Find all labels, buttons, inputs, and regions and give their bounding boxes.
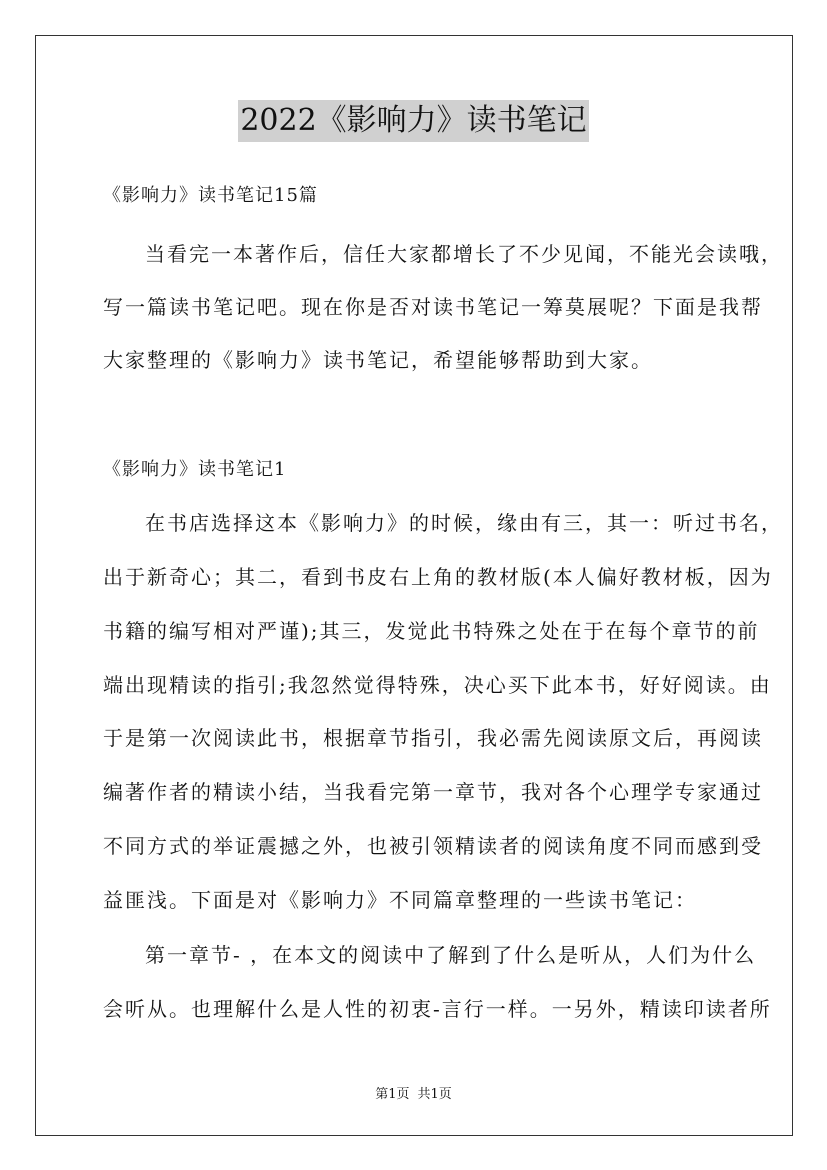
intro-line-3: 大家整理的《影响力》读书笔记，希望能够帮助到大家。	[103, 348, 653, 372]
intro-line-2: 写一篇读书笔记吧。现在你是否对读书笔记一筹莫展呢？下面是我帮	[103, 295, 763, 319]
page-total: 共1页	[417, 1087, 452, 1102]
page-footer	[0, 1083, 827, 1102]
page-number: 第1页	[375, 1087, 410, 1102]
paragraph-line: 益匪浅。下面是对《影响力》不同篇章整理的一些读书笔记：	[103, 888, 697, 912]
paragraph-line: 书籍的编写相对严谨);其三，发觉此书特殊之处在于在每个章节的前	[103, 619, 760, 643]
paragraph-line: 不同方式的举证震撼之外，也被引领精读者的阅读角度不同而感到受	[103, 834, 763, 858]
document-title: 2022《影响力》读书笔记	[238, 100, 588, 142]
paragraph-line: 端出现精读的指引;我忽然觉得特殊，决心买下此本书，好好阅读。由	[103, 673, 772, 697]
intro-line-1: 当看完一本著作后，信任大家都增长了不少见闻，不能光会读哦，	[145, 242, 783, 266]
paragraph-line: 编著作者的精读小结，当我看完第一章节，我对各个心理学专家通过	[103, 780, 763, 804]
document-subtitle: 《影响力》读书笔记15篇	[103, 185, 318, 206]
paragraph-line: 会听从。也理解什么是人性的初衷-言行一样。一另外，精读印读者所	[103, 997, 772, 1021]
paragraph-line: 第一章节- ，在本文的阅读中了解到了什么是听从，人们为什么	[145, 943, 757, 967]
paragraph-line: 于是第一次阅读此书，根据章节指引，我必需先阅读原文后，再阅读	[103, 726, 763, 750]
section-heading: 《影响力》读书笔记1	[103, 459, 287, 480]
paragraph-line: 出于新奇心；其二，看到书皮右上角的教材版(本人偏好教材板，因为	[103, 565, 773, 589]
paragraph-line: 在书店选择这本《影响力》的时候，缘由有三，其一：听过书名，	[145, 511, 783, 535]
title-wrap	[0, 100, 827, 142]
